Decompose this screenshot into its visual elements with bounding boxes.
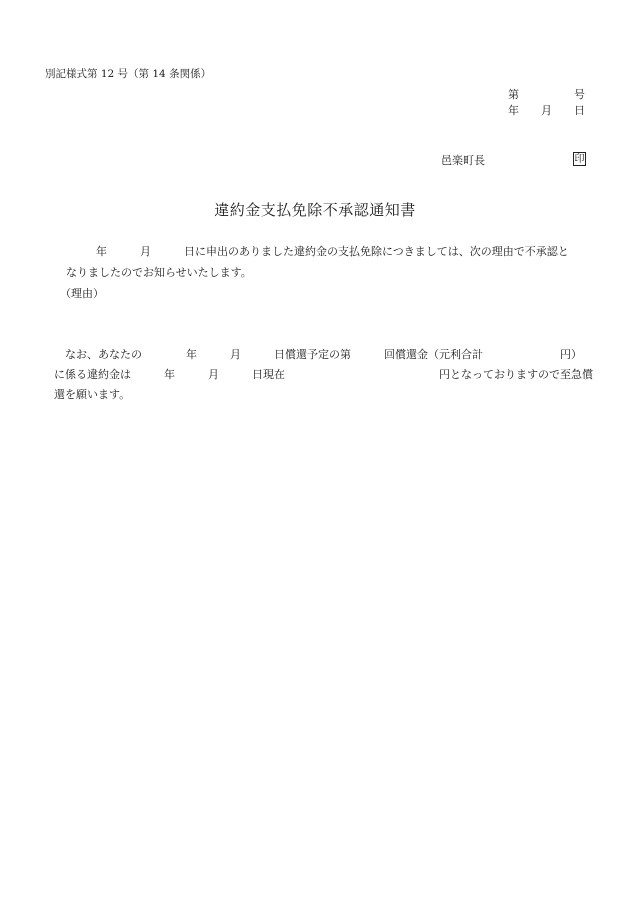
repayment-paragraph-line-2: に係る違約金は 年 月 日現在 円となっておりますので至急償 [54,368,593,381]
document-date-line: 年 月 日 [508,104,585,117]
reason-label: （理由） [60,287,104,300]
document-number-line: 第 号 [508,88,585,101]
repayment-paragraph-line-3: 還を願います。 [54,388,131,401]
document-title: 違約金支払免除不承認通知書 [214,201,416,219]
repayment-paragraph-line-1: なお、あなたの 年 月 日償還予定の第 回償還金（元利合計 円） [65,348,582,361]
issuer-name: 邑楽町長 [441,154,485,167]
form-label: 別記様式第 12 号（第 14 条関係） [45,68,212,80]
notice-paragraph-line-2: なりましたのでお知らせいたします。 [66,266,252,279]
seal-mark: 印 [574,154,585,165]
notice-paragraph-line-1: 年 月 日に申出のありました違約金の支払免除につきましては、次の理由で不承認と [96,245,569,258]
